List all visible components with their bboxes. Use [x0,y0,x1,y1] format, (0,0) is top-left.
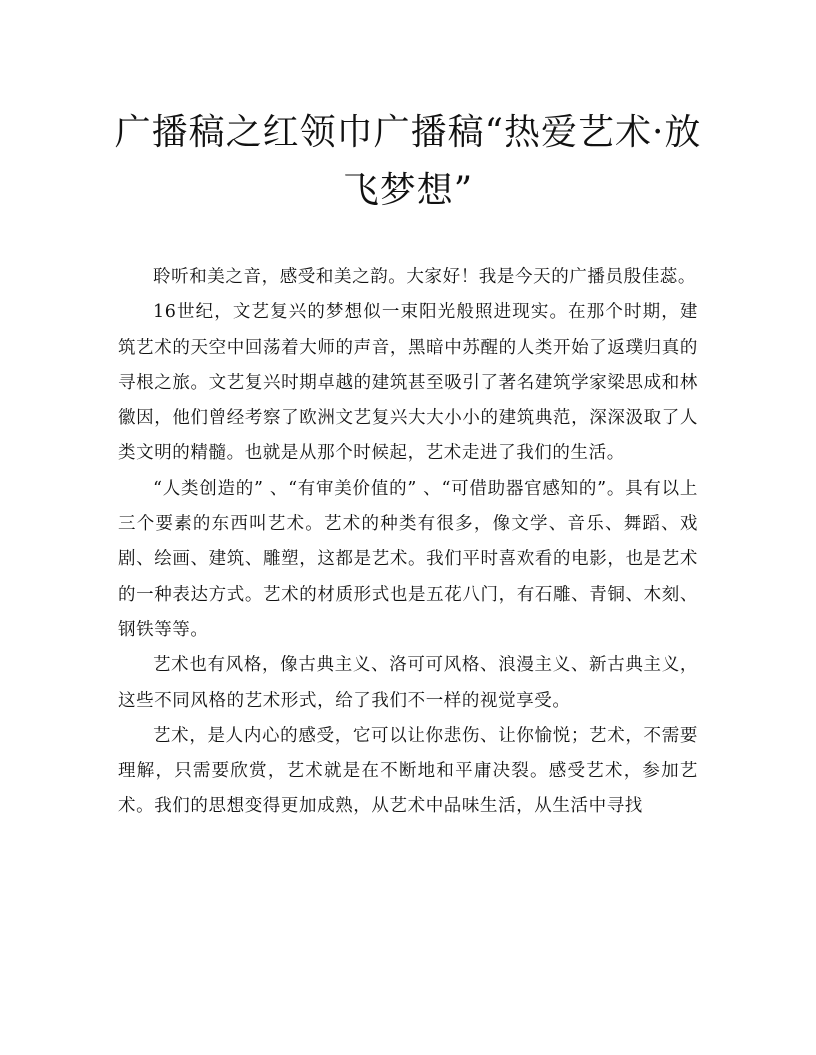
document-body [118,260,698,825]
paragraph-art-definition: “人类创造的” 、“有审美价值的” 、“可借助器官感知的”。具有以上三个要素的东西叫艺术。艺术的种类有很多，像文学、音乐、舞蹈、戏剧、绘画、建筑、雕塑，这都是艺术。我们平时喜欢看的电影，也是艺术的一种表达方式。艺术的材质形式也是五花八门，有石雕、青铜、木刻、钢铁等等。 [118,478,698,640]
paragraph-art-styles: 艺术也有风格，像古典主义、洛可可风格、浪漫主义、新古典主义，这些不同风格的艺术形式，给了我们不一样的视觉享受。 [118,655,698,711]
document-title: 广播稿之红领巾广播稿“热爱艺术·放飞梦想” [114,112,702,211]
paragraph-art-feeling: 艺术，是人内心的感受，它可以让你悲伤、让你愉悦；艺术，不需要理解，只需要欣赏，艺术就是在不断地和平庸决裂。感受艺术，参加艺术。我们的思想变得更加成熟，从艺术中品味生活，从生活中寻找 [118,725,698,817]
paragraph-renaissance: 16世纪，文艺复兴的梦想似一束阳光般照进现实。在那个时期，建筑艺术的天空中回荡着大师的声音，黑暗中苏醒的人类开始了返璞归真的寻根之旅。文艺复兴时期卓越的建筑甚至吸引了著名建筑学家梁思成和林徽因，他们曾经考察了欧洲文艺复兴大大小小的建筑典范，深深汲取了人类文明的精髓。也就是从那个时候起，艺术走进了我们的生活。 [118,302,698,464]
paragraph-greeting: 聆听和美之音，感受和美之韵。大家好！我是今天的广播员殷佳蕊。 [153,267,696,287]
